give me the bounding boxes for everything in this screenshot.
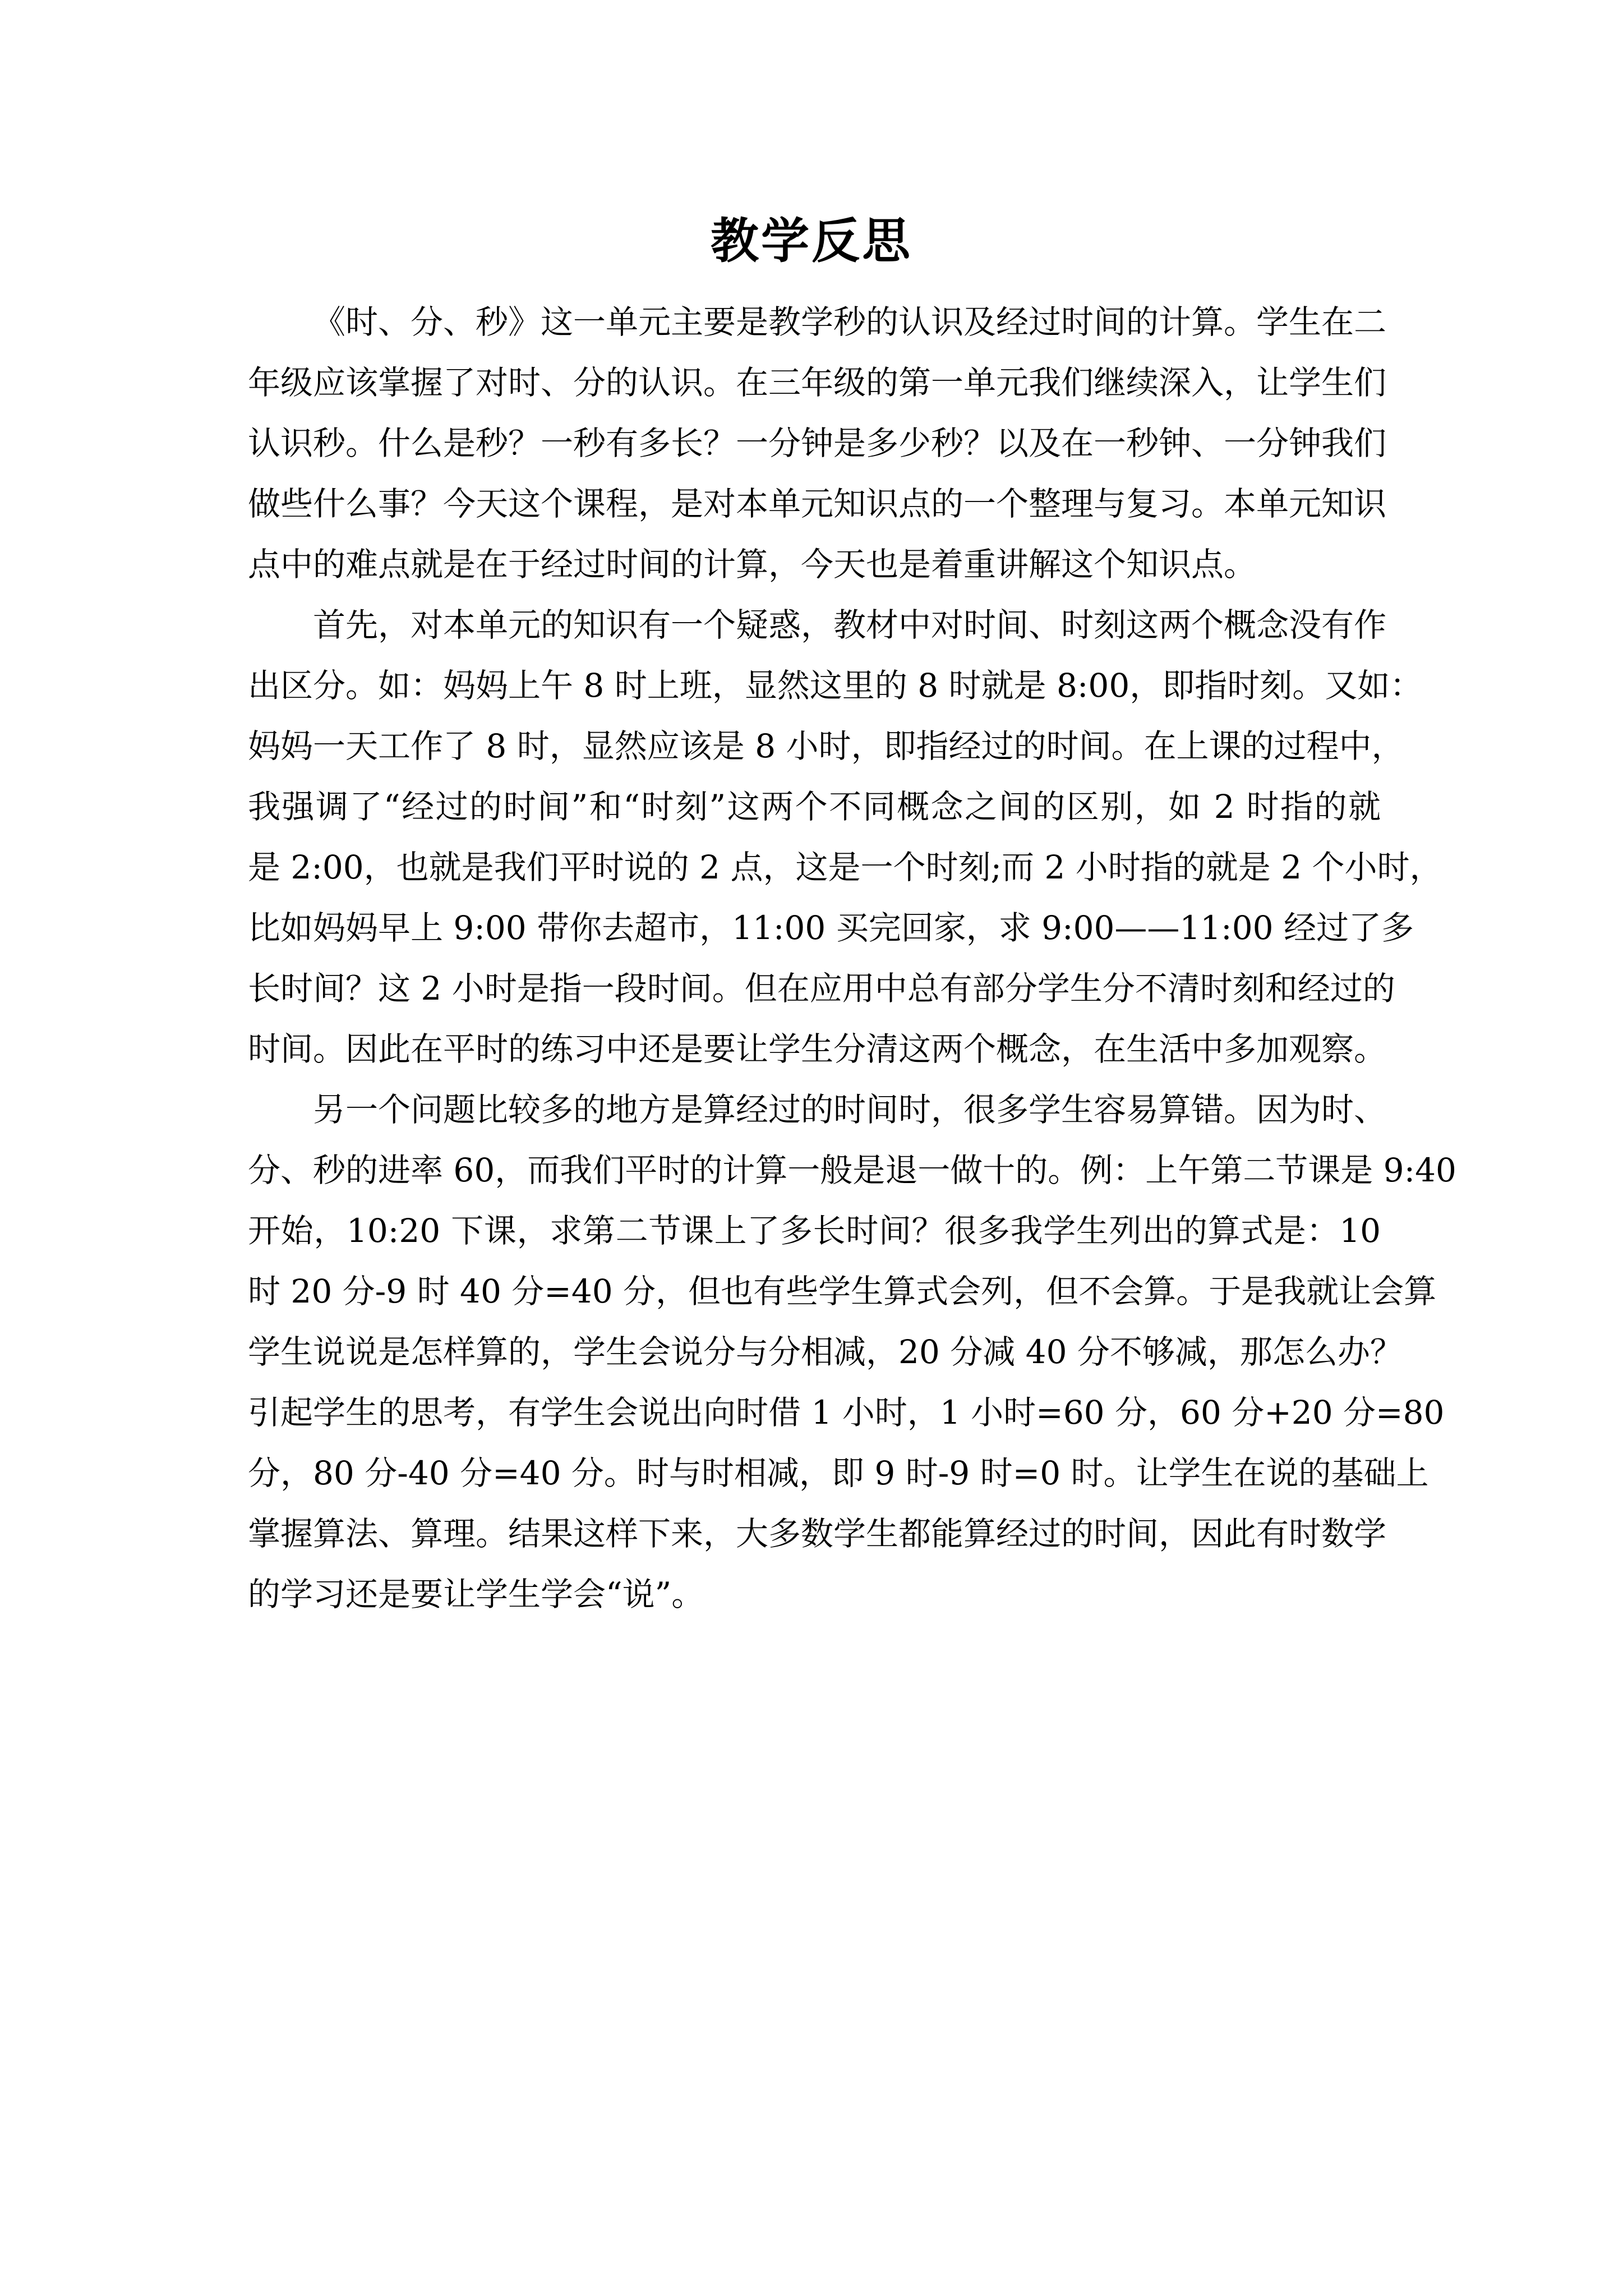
paragraph-2 — [248, 595, 1442, 1079]
document-body — [248, 292, 1456, 1625]
text-line: 学生说说是怎样算的，学生会说分与分相减，20 分减 40 分不够减，那怎么办？ — [248, 1333, 1403, 1371]
text-line: 首先，对本单元的知识有一个疑惑，教材中对时间、时刻这两个概念没有作 — [313, 606, 1387, 644]
text-line: 开始，10:20 下课，求第二节课上了多长时间？很多我学生列出的算式是：10 — [248, 1212, 1381, 1250]
text-line: 比如妈妈早上 9:00 带你去超市，11:00 买完回家，求 9:00——11:00 经过了多 — [248, 909, 1414, 947]
text-line: 妈妈一天工作了 8 时，显然应该是 8 小时，即指经过的时间。在上课的过程中， — [248, 727, 1404, 765]
text-line: 时 20 分-9 时 40 分=40 分，但也有些学生算式会列，但不会算。于是我就让会算 — [248, 1272, 1437, 1310]
text-line: 分，80 分-40 分=40 分。时与时相减，即 9 时-9 时=0 时。让学生在说的基础上 — [248, 1454, 1429, 1492]
paragraph-1 — [248, 292, 1387, 595]
text-line: 的学习还是要让学生学会“说”。 — [248, 1575, 704, 1613]
text-line: 年级应该掌握了对时、分的认识。在三年级的第一单元我们继续深入，让学生们 — [248, 364, 1387, 402]
document-title: 教学反思 — [711, 213, 912, 269]
text-line: 分、秒的进率 60，而我们平时的计算一般是退一做十的。例：上午第二节课是 9:40 — [248, 1151, 1456, 1189]
text-line: 掌握算法、算理。结果这样下来，大多数学生都能算经过的时间，因此有时数学 — [248, 1515, 1387, 1553]
text-line: 我强调了“经过的时间”和“时刻”这两个不同概念之间的区别，如 2 时指的就 — [248, 788, 1381, 826]
text-line: 认识秒。什么是秒？一秒有多长？一分钟是多少秒？以及在一秒钟、一分钟我们 — [248, 424, 1387, 462]
text-line: 长时间？这 2 小时是指一段时间。但在应用中总有部分学生分不清时刻和经过的 — [248, 969, 1395, 1007]
text-line: 是 2:00，也就是我们平时说的 2 点，这是一个时刻;而 2 小时指的就是 2 个小时， — [248, 848, 1442, 886]
text-line: 出区分。如：妈妈上午 8 时上班，显然这里的 8 时就是 8:00，即指时刻。又如： — [248, 666, 1423, 705]
text-line: 点中的难点就是在于经过时间的计算，今天也是着重讲解这个知识点。 — [248, 545, 1257, 583]
paragraph-3 — [248, 1079, 1456, 1625]
text-line: 另一个问题比较多的地方是算经过的时间时，很多学生容易算错。因为时、 — [313, 1091, 1387, 1129]
text-line: 做些什么事？今天这个课程，是对本单元知识点的一个整理与复习。本单元知识 — [248, 485, 1387, 523]
text-line: 引起学生的思考，有学生会说出向时借 1 小时，1 小时=60 分，60 分+20 分=80 — [248, 1393, 1445, 1432]
text-line: 《时、分、秒》这一单元主要是教学秒的认识及经过时间的计算。学生在二 — [313, 303, 1387, 341]
text-line: 时间。因此在平时的练习中还是要让学生分清这两个概念，在生活中多加观察。 — [248, 1030, 1387, 1068]
